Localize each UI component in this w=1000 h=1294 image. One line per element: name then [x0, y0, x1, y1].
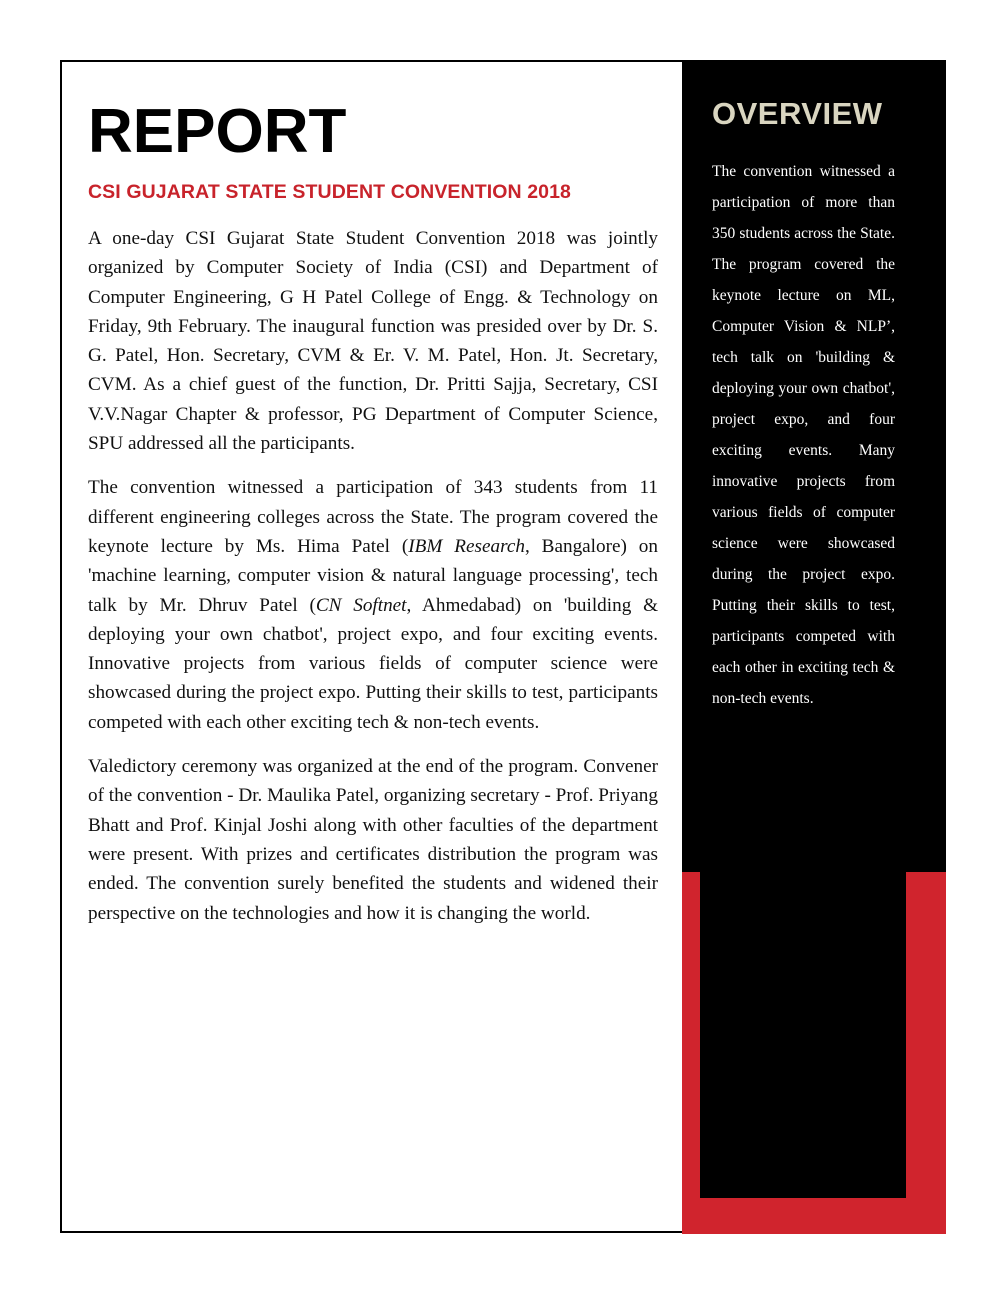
paragraph2-text-part2: , Bangalore) on 'machine learning, computer vision & natural language processing', tech talk by Mr. Dhruv Patel (: [88, 535, 658, 616]
org-cn-softnet: CN Softnet: [315, 594, 407, 616]
overview-summary: The convention witnessed a participation of more than 350 students across the State. The program covered the keynote lecture on ML, Computer Vision & NLP’, tech talk on 'building & deploying your own chatbot', project expo, and four exciting events. Many innovative projects from various fields of computer science were showcased during the project expo. Putting their skills to test, participants competed with each other in exciting tech & non-tech events.: [712, 163, 895, 707]
report-subtitle: CSI GUJARAT STATE STUDENT CONVENTION 2018: [88, 181, 571, 203]
paragraph2-text-part1: The convention witnessed a participation of 343 students from 11 different engineering colleges across the State. The program covered the keynote lecture by Ms. Hima Patel (: [88, 477, 658, 557]
report-paragraph-intro: A one-day CSI Gujarat State Student Convention 2018 was jointly organized by Computer Society of India (CSI) and Department of Computer Engineering, G H Patel College of Engg. & Technology on Friday, 9th February. The inaugural function was presided over by Dr. S. G. Patel, Hon. Secretary, CVM & Er. V. M. Patel, Hon. Jt. Secretary, CVM. As a chief guest of the function, Dr. Pritti Sajja, Secretary, CSI V.V.Nagar Chapter & professor, PG Department of Computer Science, SPU addressed all the participants.: [88, 228, 658, 455]
overview-heading: OVERVIEW: [712, 96, 883, 131]
sidebar-black-inset: [700, 872, 906, 1198]
report-paragraph-participation: [88, 473, 658, 737]
report-paragraph-valedictory: Valedictory ceremony was organized at the end of the program. Convener of the convention - Dr. Maulika Patel, organizing secretary - Prof. Priyang Bhatt and Prof. Kinjal Joshi along with other faculties of the department were present. With prizes and certificates distribution the program was ended. The convention surely benefited the students and widened their perspective on the technologies and how it is changing the world.: [88, 756, 658, 924]
org-ibm-research: IBM Research: [408, 535, 525, 557]
report-title: REPORT: [88, 97, 347, 166]
report-main-column: [88, 97, 658, 928]
paragraph2-text-part3: , Ahmedabad) on 'building & deploying your own chatbot', project expo, and four exciting events. Innovative projects from various fields of computer science were showcased during the project expo. Putting their skills to test, participants competed with each other exciting tech & non-tech events.: [88, 594, 658, 733]
